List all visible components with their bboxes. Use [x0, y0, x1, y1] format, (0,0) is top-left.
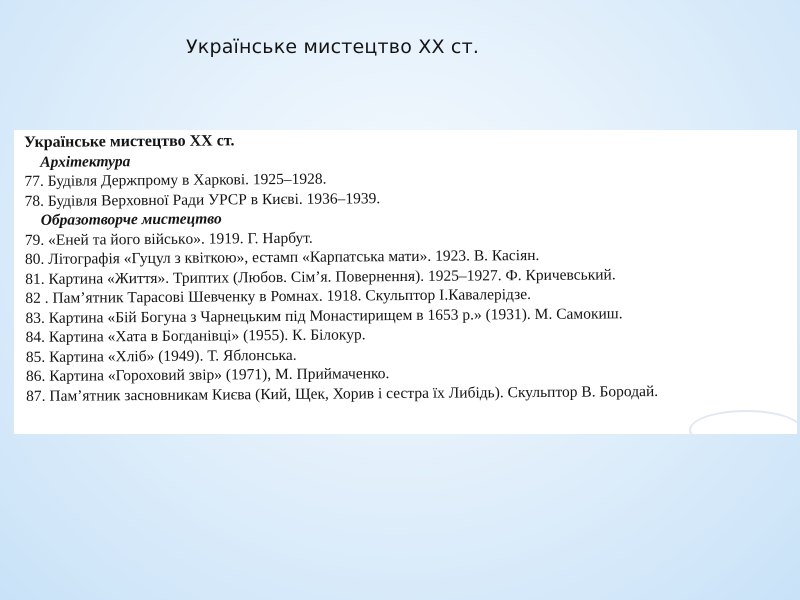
list-item: 77. Будівля Держпрому в Харкові. 1925–1928. [24, 170, 327, 190]
list-item: 84. Картина «Хата в Богданівці» (1955). К. Білокур. [25, 326, 366, 346]
list-item: 80. Літографія «Гуцул з квіткою», естамп «Карпатська мати». 1923. В. Касіян. [24, 246, 540, 268]
slide-title: Українське мистецтво XX ст. [186, 36, 480, 58]
document-text [24, 130, 796, 406]
section-heading-architecture: Архітектура [40, 152, 131, 171]
list-item: 87. Пам’ятник засновникам Києва (Кий, Щек, Хорив і сестра їх Либідь). Скульптор В. Бородай. [26, 382, 659, 405]
document-title: Українське мистецтво XX ст. [24, 132, 235, 151]
list-item: 86. Картина «Гороховий звір» (1971), М. Приймаченко. [25, 365, 390, 385]
section-heading-fine-arts: Образотворче мистецтво [40, 210, 222, 229]
list-item: 81. Картина «Життя». Триптих (Любов. Сім’я. Повернення). 1925–1927. Ф. Кричевський. [25, 265, 616, 288]
list-item: 78. Будівля Верховної Ради УРСР в Києві. 1936–1939. [24, 189, 381, 210]
list-item: 85. Картина «Хліб» (1949). Т. Яблонська. [25, 346, 297, 366]
list-item: 83. Картина «Бій Богуна з Чарнецьким під Монастирищем в 1653 р.» (1931). М. Самокиш. [25, 304, 623, 327]
scanned-document [14, 130, 797, 434]
faint-stamp-mark [689, 410, 797, 434]
list-item: 82 . Пам’ятник Тарасові Шевченку в Ромнах. 1918. Скульптор І.Кавалерідзе. [25, 286, 531, 307]
list-item: 79. «Еней та його військo». 1919. Г. Нарбут. [24, 229, 313, 249]
